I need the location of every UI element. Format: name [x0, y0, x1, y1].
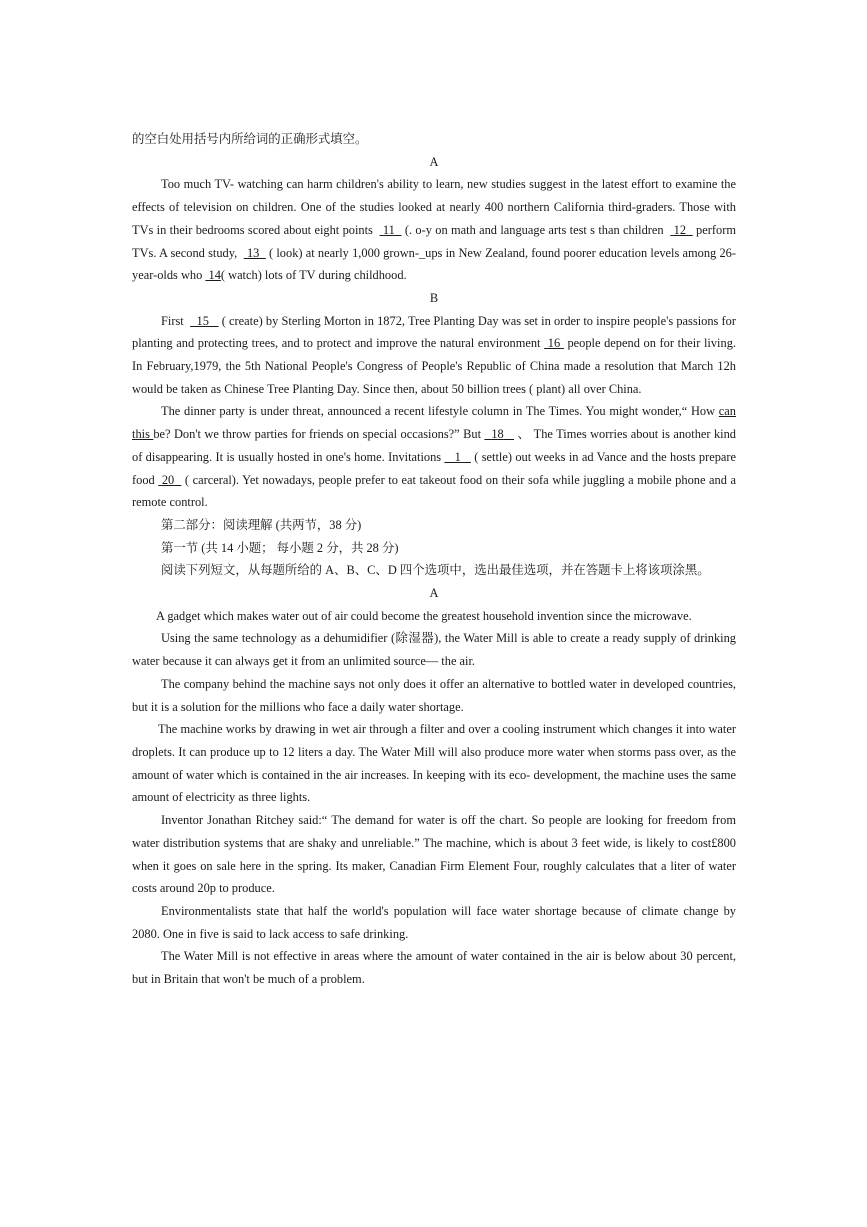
text-run: ( settle) out weeks in ad Vance and the hosts prepare food: [132, 449, 737, 487]
part-heading: 第二部分：阅读理解 (共两节，38 分): [161, 517, 362, 532]
passage-a-label: A: [429, 586, 439, 601]
section-b-paragraph-2: [132, 400, 736, 514]
section-a-paragraph: [132, 173, 736, 287]
passage-paragraph: A gadget which makes water out of air could become the greatest household invention since the microwave.: [156, 608, 692, 623]
blank-14: 14: [208, 268, 221, 283]
document-page: [132, 128, 736, 991]
blank-12: 12: [673, 222, 687, 237]
passage-paragraph: The Water Mill is not effective in areas where the amount of water contained in the air is below about 30 percent, but in Britain that won't be much of a problem.: [132, 949, 736, 987]
text-run: ( look) at nearly 1,000 grown-_ups in New Zealand, found poorer education levels among 26- year-olds who: [132, 245, 736, 283]
passage-paragraph: Using the same technology as a dehumidifier (除湿器), the Water Mill is able to create a ready supply of drinking water because it can always get it from an unlimited source— the air.: [132, 631, 736, 669]
text-run: 、 The Times worries about is another kind of disappearing. It is usually hosted in one's home. Invitations: [132, 427, 736, 464]
text-run: ( carceral). Yet nowadays, people prefer to eat takeout food on their sofa while juggling a mobile phone and a remote control.: [132, 472, 736, 510]
blank-20: 20: [161, 472, 175, 487]
text-run: First: [161, 313, 187, 328]
text-run: be? Don't we throw parties for friends on special occasions?” But: [153, 427, 485, 442]
blank-18: 18: [491, 427, 504, 442]
passage-paragraph: Environmentalists state that half the world's population will face water shortage because of climate change by 2080. One in five is said to lack access to safe drinking.: [132, 903, 736, 941]
text-run: people depend on for their living. In February,1979, the 5th National People's Congress of People's Republic of China made a resolution that March 12h would be taken as Chinese Tree Planting Day. Since then, about 50 billion trees ( plant) all over China.: [132, 336, 736, 396]
text-run: ( watch) lots of TV during childhood.: [220, 268, 407, 283]
text-run: ( create) by Sterling Morton in 1872, Tree Planting Day was set in order to inspire people's passions for planting and protecting trees, and to protect and improve the natural environment: [132, 313, 736, 351]
part-subheading: 第一节 (共 14 小题； 每小题 2 分，共 28 分): [161, 540, 399, 555]
text-run: Too much TV- watching can harm children's ability to learn, new studies suggest in the latest effort to examine the effects of television on children. One of the studies looked at nearly 400 northern California third-graders. Those with TVs in their bedrooms scored about eight points: [132, 177, 736, 237]
passage-paragraph: Inventor Jonathan Ritchey said:“ The demand for water is off the chart. So people are looking for freedom from water distribution systems that are shaky and unreliable.” The machine, which is about 3 feet wide, is likely to cost£800 when it goes on sale here in the spring. Its maker, Canadian Firm Element Four, roughly calculates that a liter of water costs around 20p to produce.: [132, 813, 736, 896]
passage-paragraph: The company behind the machine says not only does it offer an alternative to bottled water in developed countries, but it is a solution for the millions who face a daily water shortage.: [132, 676, 736, 714]
passage-paragraph: The machine works by drawing in wet air through a filter and over a cooling instrument which changes it into water droplets. It can produce up to 12 liters a day. The Water Mill will also produce more water when storms pass over, as the amount of water which is contained in the air increases. In keeping with its eco- development, the machine uses the same amount of electricity as three lights.: [132, 722, 736, 805]
text-run: The dinner party is under threat, announced a recent lifestyle column in The Times. You might wonder,“ How: [161, 404, 719, 419]
blank-13: 13: [246, 245, 260, 260]
underlined-text: can this: [132, 404, 736, 442]
text-run: (. o-y on math and language arts test s than children: [401, 222, 667, 237]
section-a-label: A: [429, 154, 439, 169]
section-b-label: B: [429, 290, 439, 305]
intro-line: 的空白处用括号内所给词的正确形式填空。: [132, 132, 368, 146]
text-run: perform TVs. A second study,: [132, 222, 736, 260]
blank-16: 16: [547, 336, 561, 351]
blank-11: 11: [382, 222, 395, 237]
blank-19: 1: [454, 449, 461, 464]
reading-instruction: 阅读下列短文，从每题所给的 A、B、C、D 四个选项中，选出最佳选项，并在答题卡上将该项涂黑。: [161, 563, 710, 578]
blank-15: 15: [196, 313, 209, 328]
section-b-paragraph-1: [132, 310, 736, 401]
